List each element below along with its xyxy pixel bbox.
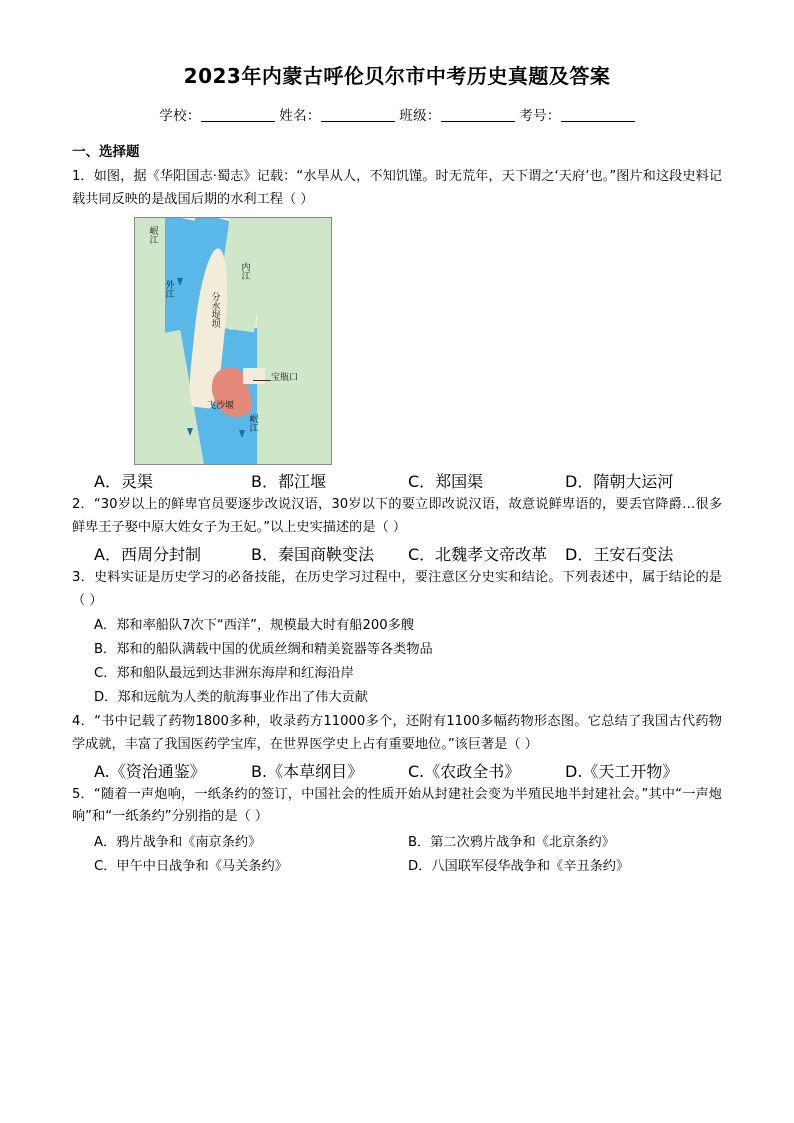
exam-no-blank[interactable] — [561, 107, 635, 122]
question-4-option-d[interactable]: D.《天工开物》 — [565, 761, 679, 781]
question-5-option-b[interactable]: B．第二次鸦片战争和《北京条约》 — [408, 835, 615, 851]
question-3 — [72, 567, 722, 612]
question-5-option-a[interactable]: A．鸦片战争和《南京条约》 — [94, 835, 262, 851]
question-5-stem: “随着一声炮响，一纸条约的签订，中国社会的性质开始从封建社会变为半殖民地半封建社会。”其中“一声炮响”和“一纸条约”分别指的是（ ） — [72, 786, 722, 825]
question-1-stem: 如图，据《华阳国志·蜀志》记载：“水旱从人，不知饥馑。时无荒年，天下谓之‘天府’也。”图片和这段史料记载共同反映的是战国后期的水利工程（ ） — [72, 169, 723, 207]
question-3-option-c[interactable]: C．郑和船队最远到达非洲东海岸和红海沿岸 — [94, 665, 354, 681]
name-blank[interactable] — [321, 107, 395, 122]
question-2-number: 2． — [72, 497, 94, 513]
question-3-option-b[interactable]: B．郑和的船队满载中国的优质丝绸和精美瓷器等各类物品 — [94, 641, 433, 657]
question-4-option-a[interactable]: A.《资治通鉴》 — [94, 761, 206, 781]
label-minjiang-top: 岷江 — [147, 226, 158, 245]
class-label: 班级： — [399, 108, 441, 124]
flow-arrow-icon — [187, 428, 193, 436]
section-title: 一、选择题 — [72, 144, 140, 160]
question-4-stem: “书中记载了药物1800多种，收录药方11000多个，还附有1100多幅药物形态图。它总结了我国古代药物学成就，丰富了我国医药学宝库，在世界医学史上占有重要地位。”该巨著是（ ） — [72, 714, 722, 752]
label-fenshui-diba: 分水堤坝 — [209, 292, 220, 329]
question-2-stem: “30岁以上的鲜卑官员要逐步改说汉语，30岁以下的要立即改说汉语，故意说鲜卑语的，要丢官降爵…很多鲜卑王子娶中原大姓女子为王妃。”以上史实描述的是（ ） — [72, 497, 723, 536]
question-1-option-b[interactable]: B．都江堰 — [251, 472, 326, 492]
question-5 — [72, 784, 722, 829]
question-1-options — [72, 469, 722, 492]
name-field — [279, 108, 394, 124]
leader-line — [253, 380, 271, 381]
exam-no-label: 考号： — [519, 108, 561, 124]
school-label: 学校： — [159, 108, 201, 124]
label-waijiang: 外江 — [163, 280, 174, 299]
question-4-options — [72, 759, 722, 782]
flow-arrow-icon — [239, 430, 245, 438]
class-field — [399, 108, 514, 124]
question-2-options — [72, 542, 722, 565]
question-1-option-a[interactable]: A．灵渠 — [94, 472, 153, 492]
school-blank[interactable] — [201, 107, 275, 122]
question-4-number: 4． — [72, 714, 95, 730]
flow-arrow-icon — [177, 278, 183, 286]
question-4-option-c[interactable]: C.《农政全书》 — [408, 761, 521, 781]
question-5-option-c[interactable]: C．甲午中日战争和《马关条约》 — [94, 858, 288, 874]
question-5-options — [72, 831, 722, 879]
question-2 — [72, 494, 722, 539]
name-label: 姓名： — [279, 108, 321, 124]
question-5-option-d[interactable]: D．八国联军侵华战争和《辛丑条约》 — [408, 858, 630, 874]
label-neijiang: 内江 — [239, 262, 250, 281]
exam-no-field — [519, 108, 634, 124]
question-1-option-d[interactable]: D．隋朝大运河 — [565, 472, 674, 492]
question-2-option-d[interactable]: D．王安石变法 — [565, 544, 674, 564]
class-blank[interactable] — [441, 107, 515, 122]
question-3-option-a[interactable]: A．郑和率船队7次下“西洋”，规模最大时有船200多艘 — [94, 618, 414, 634]
land-right-icon — [257, 217, 332, 465]
question-4-option-b[interactable]: B.《本草纲目》 — [251, 761, 364, 781]
student-info-line — [72, 104, 722, 124]
question-2-option-c[interactable]: C．北魏孝文帝改革 — [408, 544, 548, 564]
label-minjiang-bottom: 岷江 — [247, 414, 258, 433]
question-4 — [72, 711, 722, 756]
question-2-option-b[interactable]: B．秦国商鞅变法 — [251, 544, 374, 564]
school-field — [159, 108, 274, 124]
question-5-number: 5． — [72, 786, 94, 802]
question-1 — [72, 166, 722, 211]
question-2-option-a[interactable]: A．西周分封制 — [94, 544, 201, 564]
baopingkou-gap-icon — [243, 368, 265, 384]
question-3-options — [72, 614, 722, 709]
question-1-number: 1． — [72, 169, 94, 184]
label-feishayan: 飞沙堰 — [207, 401, 235, 412]
question-3-option-d[interactable]: D．郑和远航为人类的航海事业作出了伟大贡献 — [94, 689, 368, 705]
figure-wrapper — [134, 217, 722, 465]
dujiangyan-diagram — [134, 217, 332, 465]
question-3-stem: 史料实证是历史学习的必备技能，在历史学习过程中，要注意区分史实和结论。下列表述中，属于结论的是（ ） — [72, 569, 722, 608]
label-baopingkou: 宝瓶口 — [271, 373, 299, 384]
question-1-option-c[interactable]: C．郑国渠 — [408, 472, 484, 492]
question-3-number: 3． — [72, 569, 94, 585]
page-title: 2023年内蒙古呼伦贝尔市中考历史真题及答案 — [183, 64, 611, 88]
